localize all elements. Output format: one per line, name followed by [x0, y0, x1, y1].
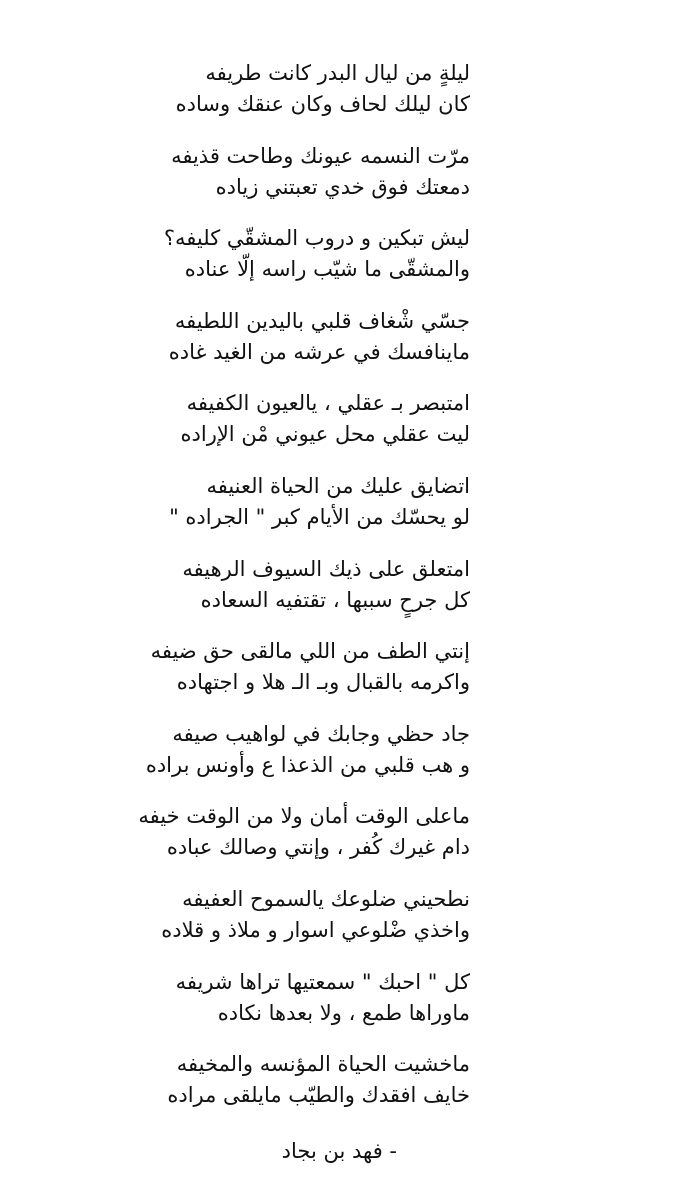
verse-second-half: والمشقّى ما شيّب راسه إلّا عناده — [184, 257, 470, 282]
stanza — [0, 465, 675, 548]
verse-second-half: ماينافسك في عرشه من الغيد غاده — [168, 339, 470, 364]
verse-first-half: امتعلق على ذيك السيوف الرهيفه — [182, 556, 470, 581]
poem — [0, 52, 675, 1126]
verse-second-half: خايف افقدك والطيّب مايلقى مراده — [167, 1083, 470, 1108]
verse-second-half: دمعتك فوق خدي تعبتني زياده — [215, 174, 470, 199]
stanza — [0, 548, 675, 631]
stanza — [0, 961, 675, 1044]
verse-first-half: امتبصر بـ عقلي ، يالعيون الكفيفه — [186, 391, 470, 416]
verse-first-half: ليلةٍ من ليال البدر كانت طريفه — [205, 61, 470, 85]
verse-first-half: ماعلى الوقت أمان ولا من الوقت خيفه — [138, 804, 470, 829]
verse-second-half: واكرمه بالقبال وبـ الـ هلا و اجتهاده — [176, 670, 470, 695]
verse-first-half: إنتي الطف من اللي مالقى حق ضيفه — [150, 639, 470, 664]
stanza — [0, 135, 675, 218]
verse-second-half: ماوراها طمع ، ولا بعدها نكاده — [217, 1000, 470, 1025]
verse-second-half: كل جرحٍ سببها ، تقتفيه السعاده — [200, 587, 470, 612]
verse-second-half: لو يحسّك من الأيام كبر " الجراده " — [169, 504, 470, 529]
stanza — [0, 217, 675, 300]
stanza — [0, 630, 675, 713]
verse-second-half: كان ليلك لحاف وكان عنقك وساده — [175, 92, 470, 116]
verse-first-half: جسّي شْغاف قلبي باليدين اللطيفه — [174, 308, 470, 333]
verse-first-half: كل " احبك " سمعتيها تراها شريفه — [175, 969, 470, 994]
stanza — [0, 300, 675, 383]
verse-first-half: ليش تبكين و دروب المشقّي كليفه؟ — [163, 226, 470, 251]
stanza — [0, 878, 675, 961]
stanza — [0, 713, 675, 796]
verse-first-half: ماخشيت الحياة المؤنسه والمخيفه — [176, 1052, 470, 1077]
verse-second-half: و هب قلبي من الذعذا ع وأونس براده — [145, 752, 470, 777]
verse-second-half: واخذي ضْلوعي اسوار و ملاذ و قلاده — [161, 917, 470, 942]
verse-second-half: دام غيرك كُفر ، وإنتي وصالك عباده — [166, 835, 470, 860]
stanza — [0, 1043, 675, 1126]
stanza — [0, 52, 675, 135]
verse-first-half: اتضايق عليك من الحياة العنيفه — [206, 473, 470, 498]
verse-second-half: ليت عقلي محل عيوني مْن الإراده — [180, 422, 470, 447]
verse-first-half: مرّت النسمه عيونك وطاحت قذيفه — [171, 143, 470, 168]
poet-signature: - فهد بن بجاد — [281, 1139, 397, 1163]
verse-first-half: جاد حظي وجابك في لواهيب صيفه — [172, 721, 470, 746]
stanza — [0, 795, 675, 878]
stanza — [0, 382, 675, 465]
verse-first-half: نطحيني ضلوعك يالسموح العفيفه — [182, 886, 470, 911]
